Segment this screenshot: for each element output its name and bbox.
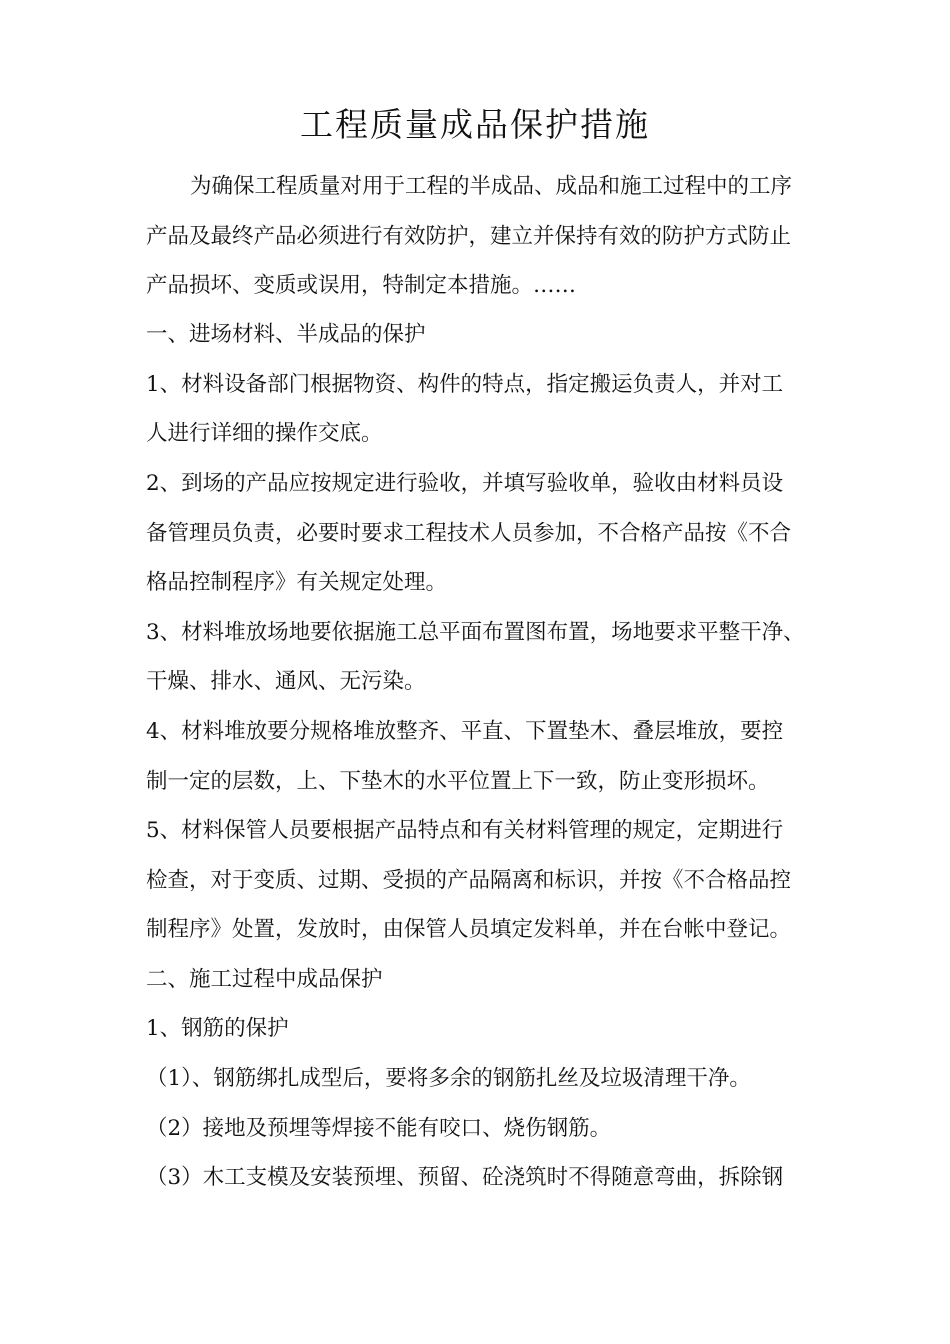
section-heading: 二、施工过程中成品保护	[146, 967, 383, 992]
document-title: 工程质量成品保护措施	[300, 105, 650, 144]
paragraph-line: 3、材料堆放场地要依据施工总平面布置图布置，场地要求平整干净、	[146, 620, 805, 645]
paragraph-line: 为确保工程质量对用于工程的半成品、成品和施工过程中的工序	[190, 174, 793, 199]
paragraph-line: （3）木工支模及安装预埋、预留、砼浇筑时不得随意弯曲，拆除钢	[146, 1165, 784, 1190]
paragraph-line: 产品损坏、变质或误用，特制定本措施。……	[146, 273, 577, 298]
paragraph-line: 产品及最终产品必须进行有效防护，建立并保持有效的防护方式防止	[146, 224, 792, 249]
section-heading: 一、进场材料、半成品的保护	[146, 322, 426, 347]
paragraph-line: 4、材料堆放要分规格堆放整齐、平直、下置垫木、叠层堆放，要控	[146, 719, 784, 744]
paragraph-line: 1、材料设备部门根据物资、构件的特点，指定搬运负责人，并对工	[146, 372, 784, 397]
paragraph-line: 备管理员负责，必要时要求工程技术人员参加，不合格产品按《不合	[146, 521, 792, 546]
subsection-heading: 1、钢筋的保护	[146, 1016, 289, 1041]
paragraph-line: 5、材料保管人员要根据产品特点和有关材料管理的规定，定期进行	[146, 818, 784, 843]
paragraph-line: 制程序》处置，发放时，由保管人员填定发料单，并在台帐中登记。	[146, 917, 792, 942]
paragraph-line: 格品控制程序》有关规定处理。	[146, 570, 448, 595]
paragraph-line: 2、到场的产品应按规定进行验收，并填写验收单，验收由材料员设	[146, 471, 784, 496]
paragraph-line: 干燥、排水、通风、无污染。	[146, 669, 426, 694]
paragraph-line: 检查，对于变质、过期、受损的产品隔离和标识，并按《不合格品控	[146, 868, 792, 893]
paragraph-line: （1）、钢筋绑扎成型后，要将多余的钢筋扎丝及垃圾清理干净。	[146, 1066, 751, 1091]
paragraph-line: （2）接地及预埋等焊接不能有咬口、烧伤钢筋。	[146, 1116, 612, 1141]
paragraph-line: 人进行详细的操作交底。	[146, 421, 383, 446]
paragraph-line: 制一定的层数，上、下垫木的水平位置上下一致，防止变形损坏。	[146, 769, 770, 794]
